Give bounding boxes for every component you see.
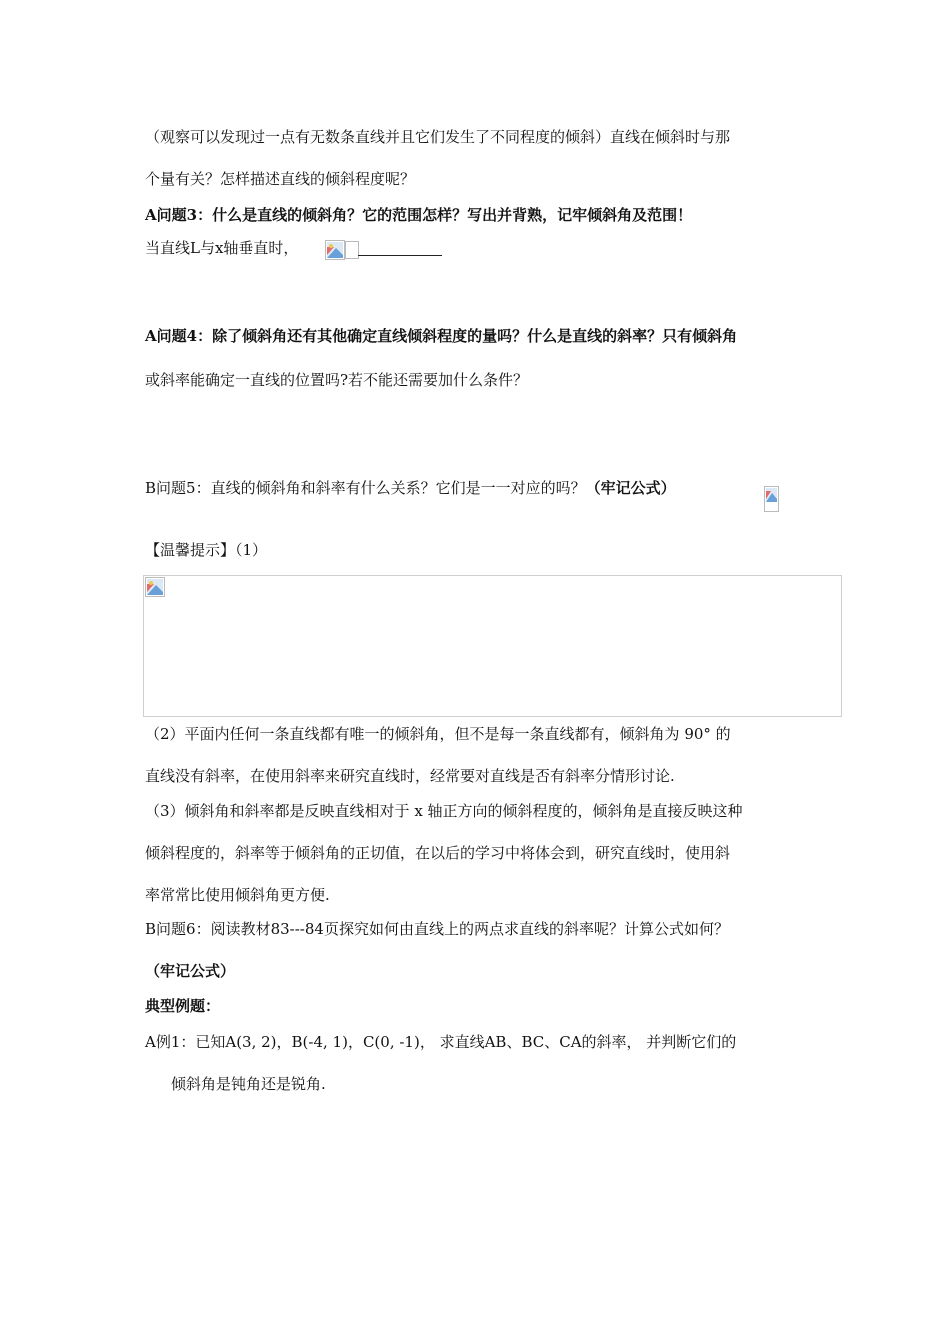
question-4-line-2: 或斜率能确定一直线的位置吗?若不能还需要加什么条件？ xyxy=(145,371,529,389)
question-5-bold: （牢记公式） xyxy=(585,479,676,497)
question-5-text: B问题5：直线的倾斜角和斜率有什么关系？它们是一一对应的吗？ xyxy=(145,479,586,497)
broken-image-icon xyxy=(145,577,165,597)
paragraph-observation-1: （观察可以发现过一点有无数条直线并且它们发生了不同程度的倾斜）直线在倾斜时与那 xyxy=(145,128,731,146)
image-frame xyxy=(345,241,359,259)
question-3-answer-line: 当直线L与x轴垂直时， xyxy=(145,239,299,257)
question-3: A问题3：什么是直线的倾斜角？它的范围怎样？写出并背熟，记牢倾斜角及范围！ xyxy=(145,206,693,224)
hint-3-line-2: 倾斜程度的，斜率等于倾斜角的正切值，在以后的学习中将体会到，研究直线时，使用斜 xyxy=(145,844,731,862)
question-5 xyxy=(145,478,676,498)
hint-2-line-1: （2）平面内任何一条直线都有唯一的倾斜角，但不是每一条直线都有，倾斜角为 90° 的 xyxy=(145,725,731,743)
example-1-line-1: A例1：已知A(3, 2)，B(-4, 1)，C(0, -1)， 求直线AB、BC、CA的斜率， 并判断它们的 xyxy=(145,1033,737,1051)
hint-heading: 【温馨提示】（1） xyxy=(145,541,268,559)
broken-image-icon xyxy=(325,240,345,260)
examples-title: 典型例题： xyxy=(145,997,221,1015)
answer-blank[interactable] xyxy=(358,255,442,256)
hint-2-line-2: 直线没有斜率，在使用斜率来研究直线时，经常要对直线是否有斜率分情形讨论. xyxy=(145,767,675,785)
hint-3-line-3: 率常常比使用倾斜角更方便. xyxy=(145,886,330,904)
broken-image-icon xyxy=(764,486,779,512)
question-6: B问题6：阅读教材83---84页探究如何由直线上的两点求直线的斜率呢？计算公式如何？ xyxy=(145,920,729,938)
question-6-formula-note: （牢记公式） xyxy=(145,962,236,980)
paragraph-observation-2: 个量有关？怎样描述直线的倾斜程度呢？ xyxy=(145,170,416,188)
example-1-line-2: 倾斜角是钝角还是锐角. xyxy=(171,1075,326,1093)
hint-3-line-1: （3）倾斜角和斜率都是反映直线相对于 x 轴正方向的倾斜程度的，倾斜角是直接反映这种 xyxy=(145,802,743,820)
question-4-label: A问题4：除了倾斜角还有其他确定直线倾斜程度的量吗？什么是直线的斜率？只有倾斜角 xyxy=(145,327,738,345)
hint-image-box xyxy=(143,575,842,717)
